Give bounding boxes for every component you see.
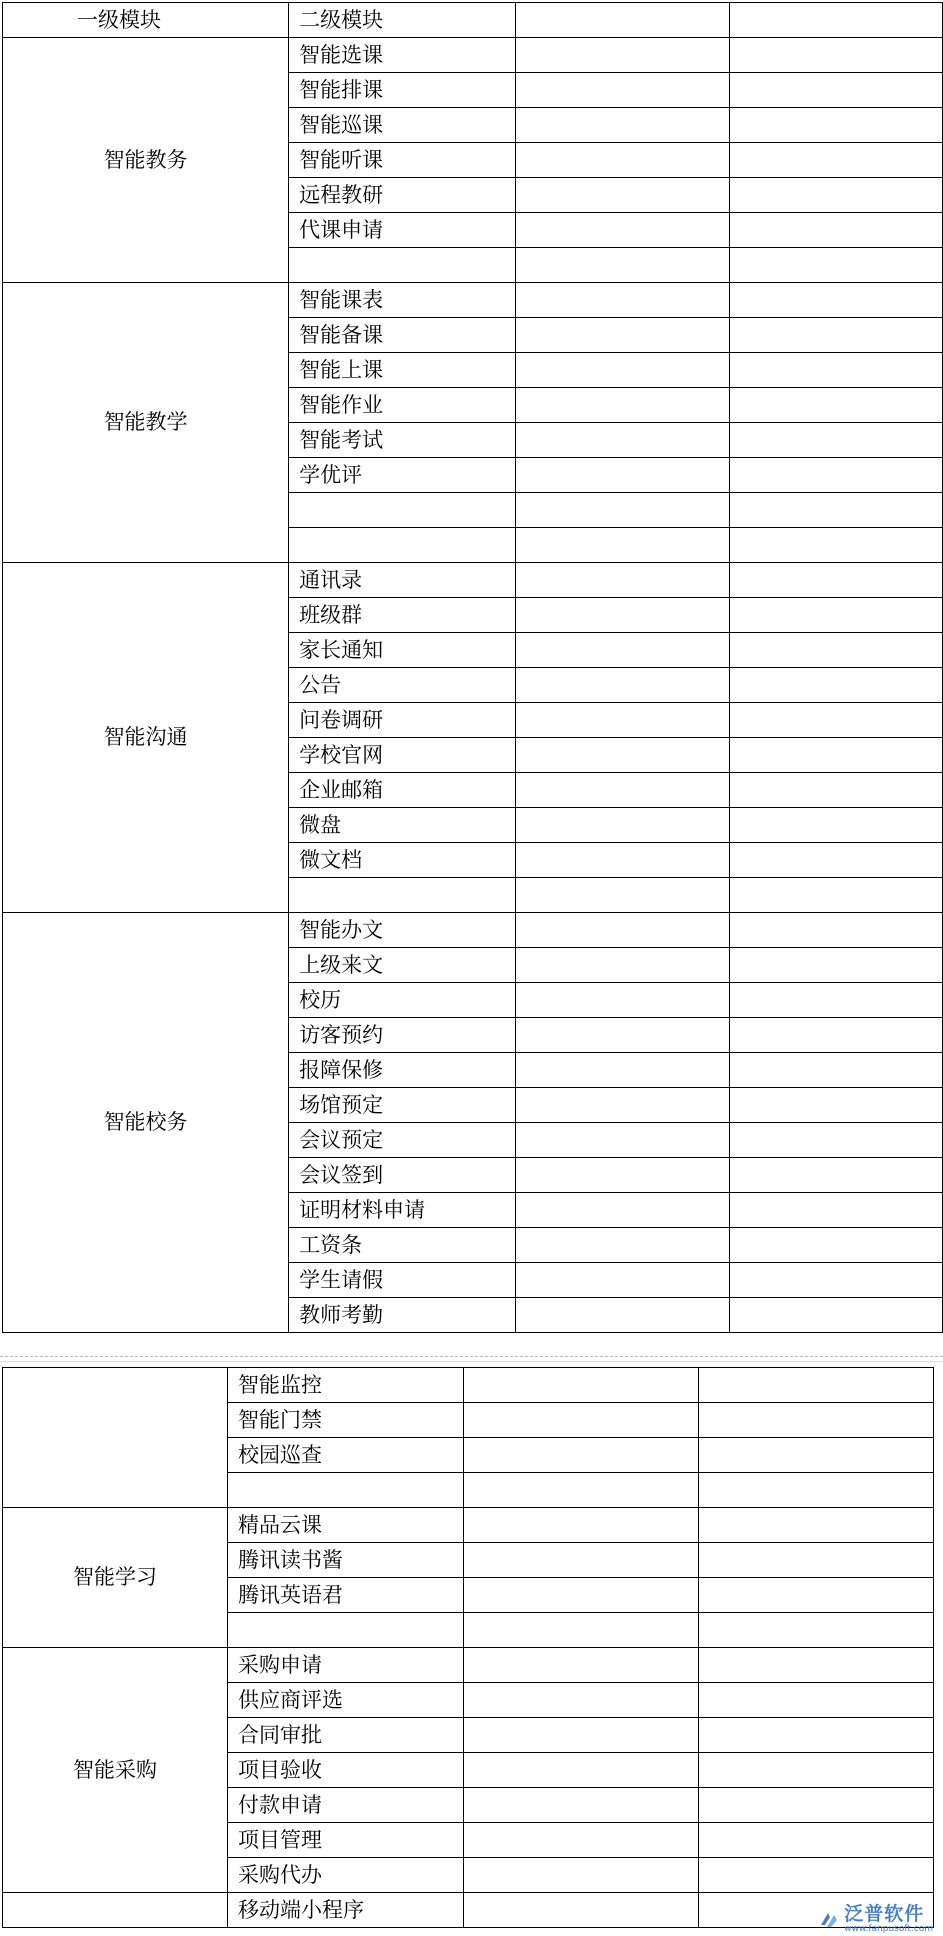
module-cell: 智能校务 bbox=[3, 913, 289, 1333]
empty-cell bbox=[699, 1368, 934, 1403]
empty-cell bbox=[516, 458, 729, 493]
page-break-line bbox=[0, 1356, 943, 1357]
empty-cell bbox=[729, 1193, 943, 1228]
table-row bbox=[3, 563, 943, 598]
empty-cell bbox=[464, 1403, 699, 1438]
empty-cell bbox=[729, 1088, 943, 1123]
empty-cell bbox=[729, 808, 943, 843]
submodule-cell: 智能排课 bbox=[289, 73, 516, 108]
empty-cell bbox=[699, 1823, 934, 1858]
empty-cell bbox=[729, 38, 943, 73]
empty-cell bbox=[729, 353, 943, 388]
empty-cell bbox=[729, 948, 943, 983]
empty-cell bbox=[516, 1298, 729, 1333]
submodule-cell: 学校官网 bbox=[289, 738, 516, 773]
empty-cell bbox=[729, 703, 943, 738]
empty-cell bbox=[729, 388, 943, 423]
module-cell bbox=[3, 1368, 228, 1508]
submodule-cell: 智能备课 bbox=[289, 318, 516, 353]
empty-cell bbox=[464, 1753, 699, 1788]
empty-cell bbox=[729, 3, 943, 38]
empty-cell bbox=[516, 318, 729, 353]
submodule-cell: 智能作业 bbox=[289, 388, 516, 423]
submodule-cell: 腾讯英语君 bbox=[228, 1578, 464, 1613]
empty-cell bbox=[516, 843, 729, 878]
submodule-cell: 公告 bbox=[289, 668, 516, 703]
empty-cell bbox=[699, 1788, 934, 1823]
submodule-cell: 付款申请 bbox=[228, 1788, 464, 1823]
submodule-cell bbox=[289, 493, 516, 528]
submodule-cell: 远程教研 bbox=[289, 178, 516, 213]
empty-cell bbox=[729, 1298, 943, 1333]
submodule-cell: 工资条 bbox=[289, 1228, 516, 1263]
empty-cell bbox=[729, 283, 943, 318]
header-col2: 二级模块 bbox=[289, 3, 516, 38]
empty-cell bbox=[699, 1473, 934, 1508]
empty-cell bbox=[729, 773, 943, 808]
empty-cell bbox=[516, 423, 729, 458]
empty-cell bbox=[729, 1018, 943, 1053]
empty-cell bbox=[729, 598, 943, 633]
empty-cell bbox=[729, 248, 943, 283]
empty-cell bbox=[729, 1123, 943, 1158]
submodule-cell: 智能考试 bbox=[289, 423, 516, 458]
submodule-cell: 精品云课 bbox=[228, 1508, 464, 1543]
empty-cell bbox=[729, 878, 943, 913]
submodule-cell: 智能课表 bbox=[289, 283, 516, 318]
empty-cell bbox=[729, 913, 943, 948]
empty-cell bbox=[464, 1893, 699, 1928]
empty-cell bbox=[516, 808, 729, 843]
empty-cell bbox=[729, 843, 943, 878]
table-row bbox=[3, 1648, 934, 1683]
submodule-cell: 证明材料申请 bbox=[289, 1193, 516, 1228]
empty-cell bbox=[464, 1368, 699, 1403]
empty-cell bbox=[729, 73, 943, 108]
empty-cell bbox=[464, 1578, 699, 1613]
submodule-cell: 合同审批 bbox=[228, 1718, 464, 1753]
empty-cell bbox=[464, 1718, 699, 1753]
table-row bbox=[3, 38, 943, 73]
empty-cell bbox=[699, 1648, 934, 1683]
submodule-cell: 腾讯读书酱 bbox=[228, 1543, 464, 1578]
empty-cell bbox=[516, 143, 729, 178]
watermark-logo bbox=[818, 1905, 933, 1934]
empty-cell bbox=[516, 493, 729, 528]
submodule-cell: 学生请假 bbox=[289, 1263, 516, 1298]
module-cell: 智能教务 bbox=[3, 38, 289, 283]
module-table-page-1 bbox=[2, 2, 943, 1333]
empty-cell bbox=[729, 1053, 943, 1088]
empty-cell bbox=[699, 1718, 934, 1753]
empty-cell bbox=[464, 1438, 699, 1473]
empty-cell bbox=[729, 458, 943, 493]
submodule-cell: 家长通知 bbox=[289, 633, 516, 668]
submodule-cell bbox=[289, 528, 516, 563]
logo-url: www.fanpusoft.com bbox=[844, 1924, 933, 1934]
empty-cell bbox=[516, 633, 729, 668]
submodule-cell bbox=[228, 1473, 464, 1508]
empty-cell bbox=[516, 38, 729, 73]
empty-cell bbox=[516, 388, 729, 423]
submodule-cell: 问卷调研 bbox=[289, 703, 516, 738]
submodule-cell: 智能监控 bbox=[228, 1368, 464, 1403]
empty-cell bbox=[699, 1753, 934, 1788]
empty-cell bbox=[516, 353, 729, 388]
submodule-cell: 通讯录 bbox=[289, 563, 516, 598]
submodule-cell bbox=[228, 1613, 464, 1648]
submodule-cell: 会议预定 bbox=[289, 1123, 516, 1158]
submodule-cell: 学优评 bbox=[289, 458, 516, 493]
submodule-cell: 班级群 bbox=[289, 598, 516, 633]
page-break-line bbox=[0, 1361, 943, 1362]
submodule-cell bbox=[289, 248, 516, 283]
empty-cell bbox=[729, 178, 943, 213]
empty-cell bbox=[699, 1403, 934, 1438]
table-row bbox=[3, 1368, 934, 1403]
logo-name: 泛普软件 bbox=[844, 1903, 925, 1925]
empty-cell bbox=[516, 598, 729, 633]
submodule-cell: 智能听课 bbox=[289, 143, 516, 178]
submodule-cell: 会议签到 bbox=[289, 1158, 516, 1193]
empty-cell bbox=[729, 1263, 943, 1298]
empty-cell bbox=[516, 3, 729, 38]
empty-cell bbox=[464, 1613, 699, 1648]
empty-cell bbox=[516, 703, 729, 738]
empty-cell bbox=[516, 1088, 729, 1123]
empty-cell bbox=[516, 773, 729, 808]
submodule-cell: 微文档 bbox=[289, 843, 516, 878]
empty-cell bbox=[516, 948, 729, 983]
empty-cell bbox=[516, 913, 729, 948]
submodule-cell: 校园巡查 bbox=[228, 1438, 464, 1473]
empty-cell bbox=[464, 1858, 699, 1893]
table-row bbox=[3, 913, 943, 948]
submodule-cell: 智能上课 bbox=[289, 353, 516, 388]
empty-cell bbox=[729, 318, 943, 353]
submodule-cell: 智能选课 bbox=[289, 38, 516, 73]
submodule-cell: 移动端小程序 bbox=[228, 1893, 464, 1928]
empty-cell bbox=[729, 563, 943, 598]
empty-cell bbox=[699, 1613, 934, 1648]
empty-cell bbox=[729, 143, 943, 178]
module-cell: 智能采购 bbox=[3, 1648, 228, 1893]
empty-cell bbox=[516, 1193, 729, 1228]
empty-cell bbox=[729, 738, 943, 773]
empty-cell bbox=[516, 213, 729, 248]
submodule-cell: 场馆预定 bbox=[289, 1088, 516, 1123]
header-col1: 一级模块 bbox=[3, 3, 289, 38]
module-cell: 智能教学 bbox=[3, 283, 289, 563]
empty-cell bbox=[464, 1648, 699, 1683]
logo-icon bbox=[818, 1909, 840, 1931]
submodule-cell: 供应商评选 bbox=[228, 1683, 464, 1718]
empty-cell bbox=[729, 213, 943, 248]
submodule-cell: 报障保修 bbox=[289, 1053, 516, 1088]
empty-cell bbox=[516, 668, 729, 703]
empty-cell bbox=[516, 1263, 729, 1298]
empty-cell bbox=[516, 283, 729, 318]
empty-cell bbox=[729, 528, 943, 563]
empty-cell bbox=[516, 738, 729, 773]
empty-cell bbox=[699, 1508, 934, 1543]
empty-cell bbox=[464, 1823, 699, 1858]
submodule-cell bbox=[289, 878, 516, 913]
submodule-cell: 采购申请 bbox=[228, 1648, 464, 1683]
empty-cell bbox=[516, 878, 729, 913]
empty-cell bbox=[516, 108, 729, 143]
empty-cell bbox=[516, 983, 729, 1018]
empty-cell bbox=[699, 1683, 934, 1718]
empty-cell bbox=[464, 1543, 699, 1578]
submodule-cell: 微盘 bbox=[289, 808, 516, 843]
table-row bbox=[3, 283, 943, 318]
module-cell: 智能学习 bbox=[3, 1508, 228, 1648]
empty-cell bbox=[464, 1508, 699, 1543]
empty-cell bbox=[729, 1228, 943, 1263]
empty-cell bbox=[464, 1683, 699, 1718]
empty-cell bbox=[729, 493, 943, 528]
submodule-cell: 校历 bbox=[289, 983, 516, 1018]
submodule-cell: 项目验收 bbox=[228, 1753, 464, 1788]
empty-cell bbox=[464, 1788, 699, 1823]
module-cell bbox=[3, 1893, 228, 1928]
empty-cell bbox=[699, 1438, 934, 1473]
empty-cell bbox=[699, 1578, 934, 1613]
submodule-cell: 项目管理 bbox=[228, 1823, 464, 1858]
empty-cell bbox=[729, 423, 943, 458]
submodule-cell: 采购代办 bbox=[228, 1858, 464, 1893]
empty-cell bbox=[699, 1543, 934, 1578]
empty-cell bbox=[516, 248, 729, 283]
submodule-cell: 智能门禁 bbox=[228, 1403, 464, 1438]
empty-cell bbox=[516, 73, 729, 108]
submodule-cell: 上级来文 bbox=[289, 948, 516, 983]
submodule-cell: 智能办文 bbox=[289, 913, 516, 948]
table-row bbox=[3, 1508, 934, 1543]
empty-cell bbox=[729, 1158, 943, 1193]
empty-cell bbox=[516, 178, 729, 213]
empty-cell bbox=[729, 108, 943, 143]
empty-cell bbox=[699, 1858, 934, 1893]
empty-cell bbox=[464, 1473, 699, 1508]
empty-cell bbox=[516, 1228, 729, 1263]
module-cell: 智能沟通 bbox=[3, 563, 289, 913]
module-table-page-2 bbox=[2, 1367, 934, 1928]
empty-cell bbox=[516, 563, 729, 598]
empty-cell bbox=[516, 1053, 729, 1088]
submodule-cell: 代课申请 bbox=[289, 213, 516, 248]
empty-cell bbox=[729, 983, 943, 1018]
empty-cell bbox=[516, 1158, 729, 1193]
empty-cell bbox=[729, 633, 943, 668]
submodule-cell: 访客预约 bbox=[289, 1018, 516, 1053]
empty-cell bbox=[516, 1018, 729, 1053]
submodule-cell: 教师考勤 bbox=[289, 1298, 516, 1333]
empty-cell bbox=[516, 528, 729, 563]
submodule-cell: 智能巡课 bbox=[289, 108, 516, 143]
empty-cell bbox=[729, 668, 943, 703]
submodule-cell: 企业邮箱 bbox=[289, 773, 516, 808]
empty-cell bbox=[516, 1123, 729, 1158]
header-row bbox=[3, 3, 943, 38]
table-row bbox=[3, 1893, 934, 1928]
